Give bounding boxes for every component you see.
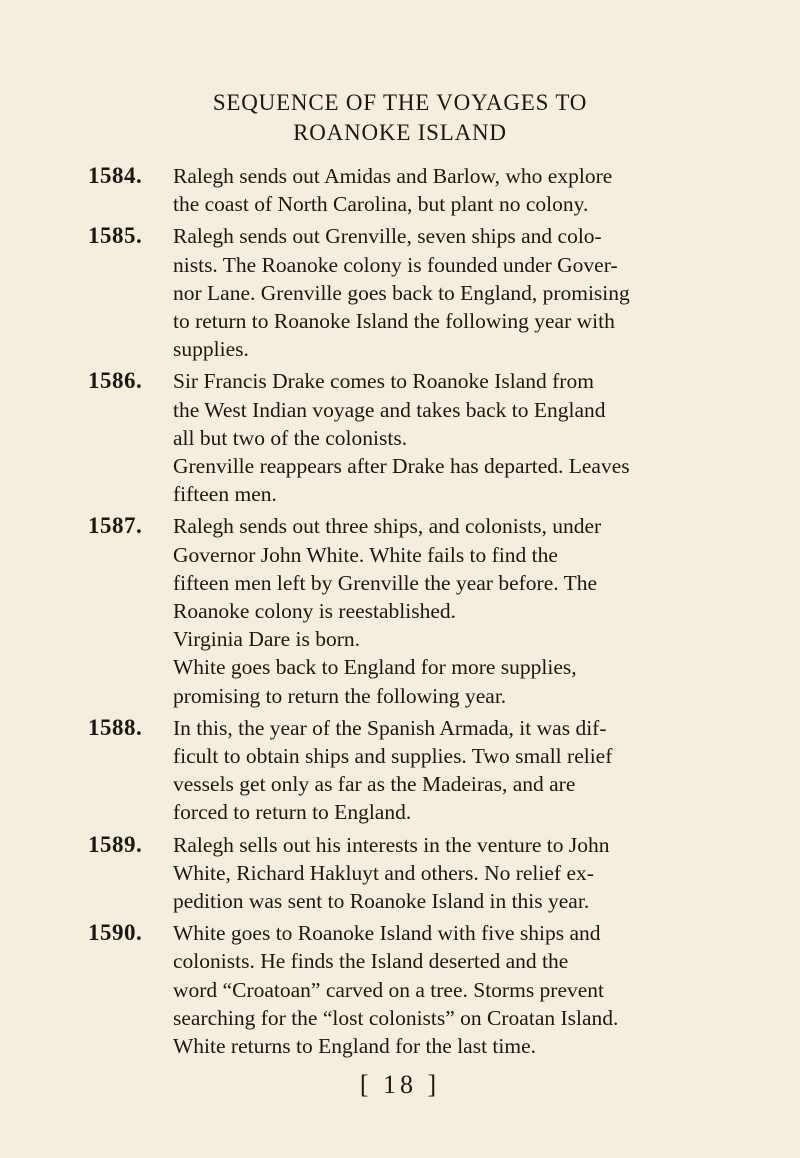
voyage-list [88,162,718,1064]
entry-text-line: fifteen men left by Grenville the year before. The [173,570,598,595]
entry-text-line: Ralegh sends out Amidas and Barlow, who explore [173,164,613,188]
entry-text-line: Sir Francis Drake comes to Roanoke Island from [173,369,594,394]
title-line-2: ROANOKE ISLAND [293,120,507,145]
voyage-entry [88,919,718,1060]
entry-text-line: Ralegh sells out his interests in the venture to John [173,832,610,857]
entry-text-line: the West Indian voyage and takes back to England [173,397,606,422]
entry-text-line: ficult to obtain ships and supplies. Two small relief [173,744,613,769]
voyage-entry [88,162,718,218]
entry-text-line: nists. The Roanoke colony is founded under Gover- [173,252,618,277]
entry-year: 1588. [88,714,143,740]
entry-text-line: the coast of North Carolina, but plant no colony. [173,192,589,217]
page-title [100,88,700,148]
entry-text-line: promising to return the following year. [173,683,507,708]
entry-text-line: word “Croatoan” carved on a tree. Storms prevent [173,977,605,1002]
entry-text-line: Ralegh sends out Grenville, seven ships and colo- [173,224,602,249]
entry-year: 1589. [88,831,143,857]
entry-text-line: searching for the “lost colonists” on Croatan Island. [173,1005,619,1030]
voyage-entry [88,714,718,827]
entry-text-line: pedition was sent to Roanoke Island in this year. [173,889,590,914]
entry-text-line: White goes back to England for more supplies, [173,655,577,680]
entry-text-line: In this, the year of the Spanish Armada, it was dif- [173,715,607,740]
voyage-entry [88,512,718,709]
entry-text-line: forced to return to England. [173,800,412,825]
title-line-1: SEQUENCE OF THE VOYAGES TO [212,90,588,115]
entry-text-line: White, Richard Hakluyt and others. No relief ex- [173,860,594,885]
entry-text-line: fifteen men. [173,482,277,507]
page-number: [ 18 ] [359,1070,441,1099]
voyage-entry [88,222,718,363]
entry-text-line: Governor John White. White fails to find the [173,542,558,567]
entry-text-line: nor Lane. Grenville goes back to England, promising [173,280,630,305]
entry-year: 1586. [88,368,143,394]
entry-year: 1590. [88,920,143,946]
entry-text-line: supplies. [173,337,249,362]
entry-text-line: all but two of the colonists. [173,425,408,450]
entry-text-line: White goes to Roanoke Island with five ships and [173,921,601,946]
entry-year: 1584. [88,163,143,188]
entry-text-line: colonists. He finds the Island deserted and the [173,949,569,974]
voyage-entry [88,831,718,916]
entry-year: 1585. [88,223,143,249]
entry-text-line: Virginia Dare is born. [173,627,360,652]
entry-text-line: Grenville reappears after Drake has departed. Leaves [173,454,630,479]
entry-text-line: Ralegh sends out three ships, and colonists, under [173,514,602,539]
entry-text-line: vessels get only as far as the Madeiras, and are [173,772,576,797]
entry-text-line: Roanoke colony is reestablished. [173,599,457,624]
voyage-entry [88,367,718,508]
entry-year: 1587. [88,513,143,539]
entry-text-line: White returns to England for the last time. [173,1034,537,1059]
entry-text-line: to return to Roanoke Island the following year with [173,309,615,334]
